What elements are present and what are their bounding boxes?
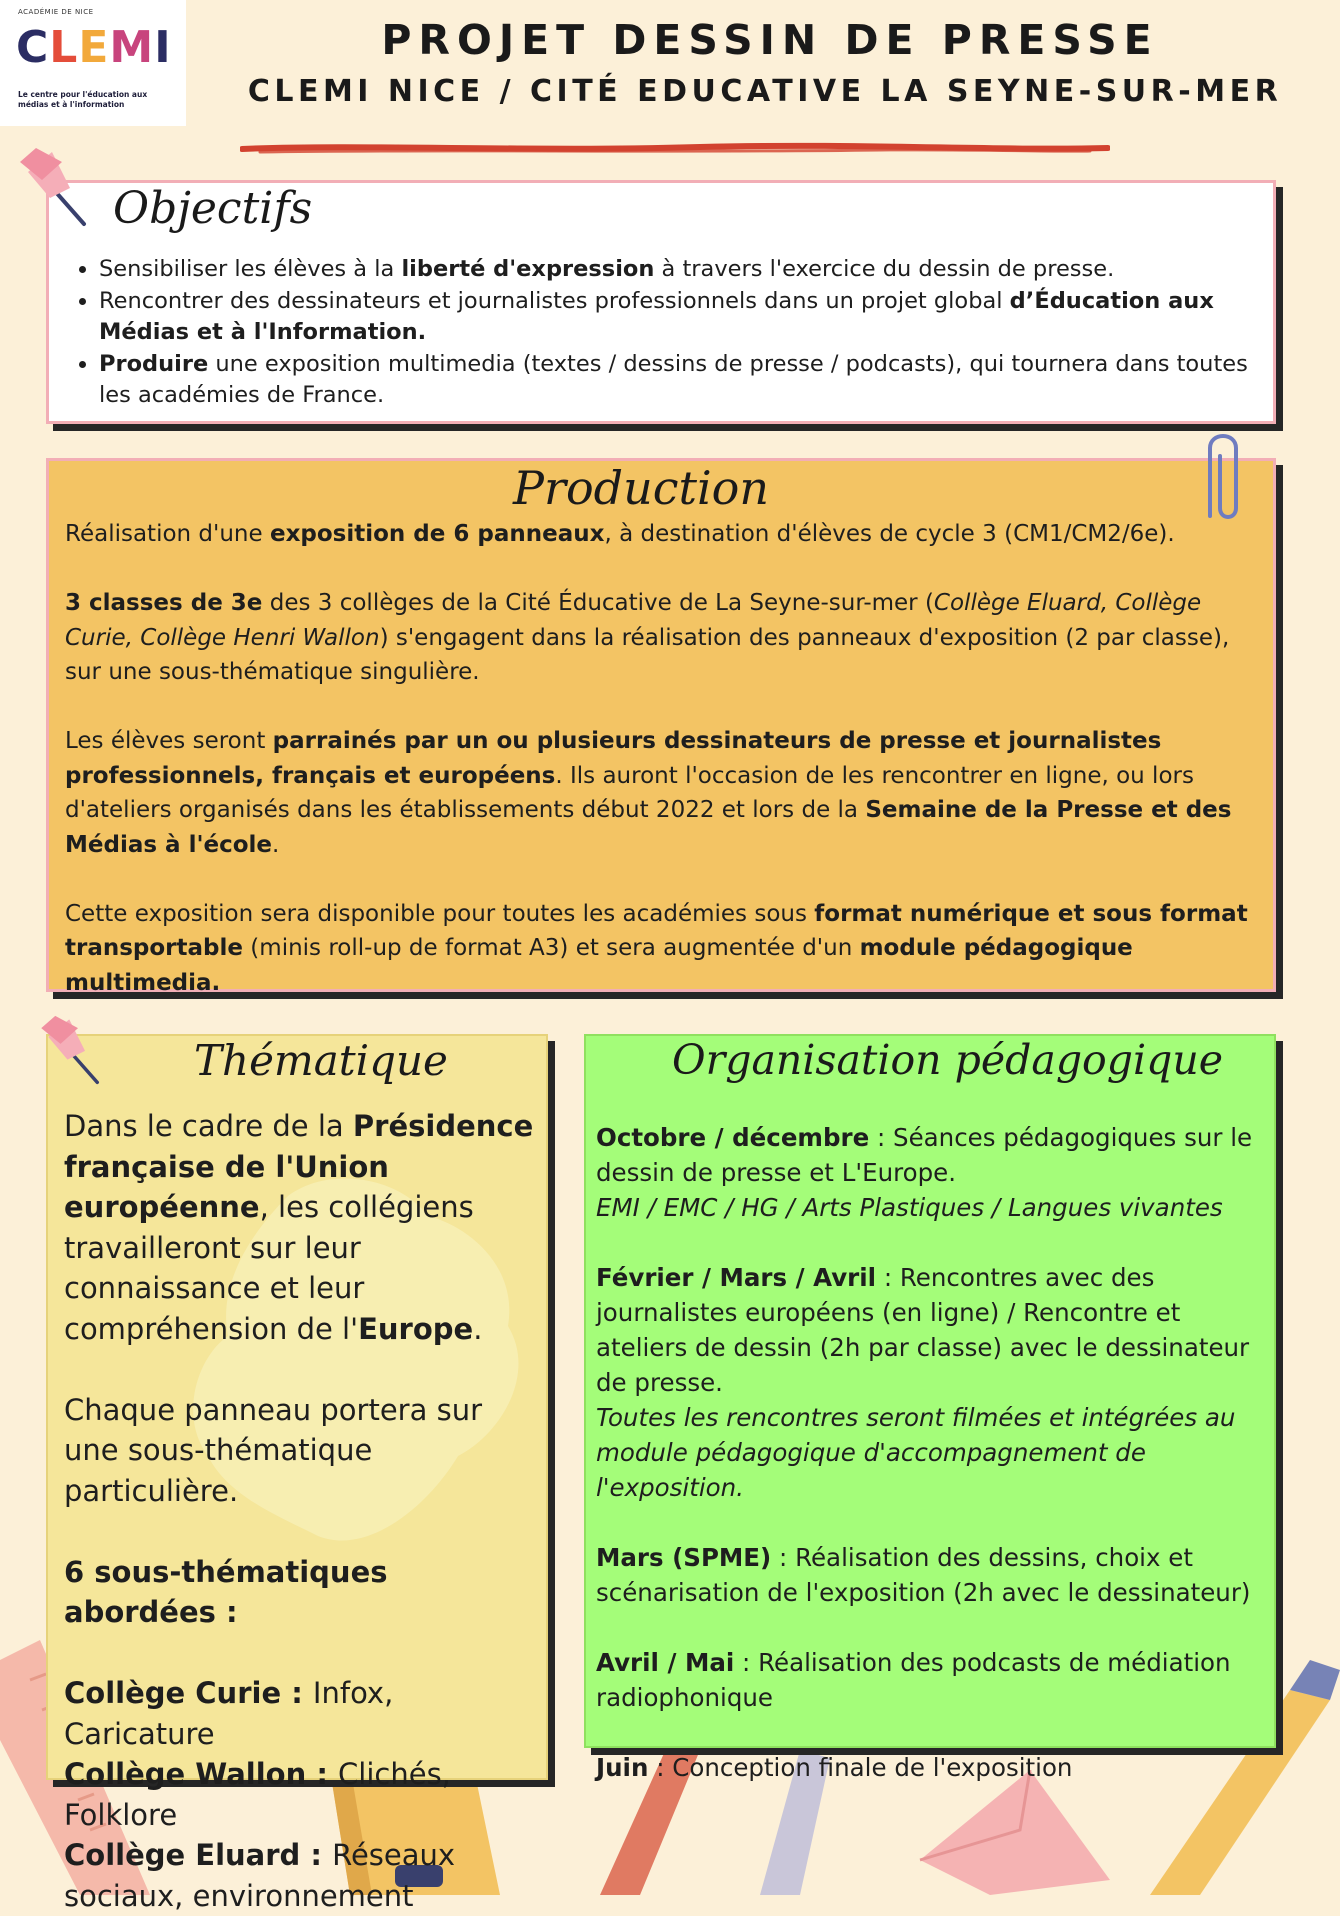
push-pin-icon bbox=[14, 142, 94, 232]
list-item bbox=[99, 286, 1249, 349]
paragraph bbox=[64, 1552, 544, 1633]
text-bold: Avril / Mai bbox=[596, 1648, 735, 1677]
production-text bbox=[65, 517, 1265, 1000]
text: Rencontrer des dessinateurs et journalistes professionnels dans un projet global bbox=[99, 287, 1010, 314]
text: (minis roll-up de format A3) et sera augmentée d'un bbox=[243, 935, 860, 961]
thematique-text bbox=[64, 1106, 544, 1916]
text: des 3 collèges de la Cité Éducative de La Seyne-sur-mer ( bbox=[262, 590, 934, 616]
logo-tagline: Le centre pour l'éducation aux médias et à l'information bbox=[18, 90, 148, 109]
text: , à destination d'élèves de cycle 3 (CM1/CM2/6e). bbox=[604, 521, 1175, 547]
logo-letter: C bbox=[16, 22, 50, 73]
paragraph bbox=[65, 517, 1265, 552]
text-bold: Collège Curie : bbox=[64, 1676, 313, 1710]
title-underline bbox=[240, 140, 1110, 158]
text: Sensibiliser les élèves à la bbox=[99, 256, 402, 282]
paragraph bbox=[596, 1260, 1272, 1400]
logo-letter: L bbox=[49, 22, 79, 73]
text: : Rencontres avec des journalistes européens (en ligne) / Rencontre et ateliers de dessin (2h par classe) avec le dessinateur de presse. bbox=[596, 1263, 1250, 1397]
text: Les élèves seront bbox=[65, 728, 273, 754]
paragraph bbox=[64, 1106, 544, 1349]
thematique-card bbox=[46, 1034, 548, 1913]
list-item bbox=[99, 349, 1249, 412]
list-item bbox=[64, 1754, 544, 1835]
text: Infox, Caricature bbox=[64, 1676, 394, 1751]
text-bold: Produire bbox=[99, 350, 209, 377]
text-bold: Semaine de la Presse et des Médias à l'école bbox=[65, 797, 1232, 858]
objectifs-list bbox=[49, 254, 1249, 412]
text-bold: Collège Eluard : bbox=[64, 1838, 333, 1872]
text: Clichés, Folklore bbox=[64, 1757, 451, 1832]
text-italic: EMI / EMC / HG / Arts Plastiques / Langues vivantes bbox=[596, 1193, 1223, 1222]
logo-letter: E bbox=[78, 22, 110, 73]
push-pin-icon bbox=[36, 1010, 106, 1090]
text-bold: exposition de 6 panneaux bbox=[269, 521, 605, 547]
organisation-heading: Organisation pédagogique bbox=[672, 1036, 1224, 1084]
envelope-icon bbox=[920, 1770, 1110, 1895]
text-bold: format numérique et sous format transportable bbox=[65, 900, 1248, 961]
objectifs-card bbox=[46, 180, 1276, 424]
text-bold: Collège Wallon : bbox=[64, 1757, 339, 1791]
text-bold: liberté d'expression bbox=[401, 256, 655, 282]
logo-letter: M bbox=[109, 22, 155, 73]
text: : Réalisation des podcasts de médiation radiophonique bbox=[596, 1648, 1231, 1712]
paragraph bbox=[65, 586, 1265, 690]
text: . bbox=[473, 1311, 483, 1346]
paragraph: Chaque panneau portera sur une sous-thématique particulière. bbox=[64, 1392, 483, 1508]
text-bold: module pédagogique multimedia. bbox=[65, 935, 1133, 996]
paragraph bbox=[596, 1120, 1272, 1190]
paragraph bbox=[596, 1645, 1272, 1715]
text-bold: Février / Mars / Avril bbox=[596, 1263, 877, 1292]
list-item bbox=[64, 1673, 544, 1754]
clemi-logo bbox=[0, 0, 186, 126]
paragraph bbox=[65, 724, 1265, 862]
paragraph bbox=[596, 1400, 1272, 1505]
objectifs-heading: Objectifs bbox=[113, 183, 313, 234]
organisation-text bbox=[596, 1120, 1272, 1785]
logo-academy-text: ACADÉMIE DE NICE bbox=[18, 8, 94, 16]
text: Réalisation d'une bbox=[65, 521, 270, 547]
page-subtitle: CLEMI NICE / CITÉ EDUCATIVE LA SEYNE-SUR-MER bbox=[247, 74, 1283, 109]
production-heading: Production bbox=[513, 461, 769, 515]
paper-clip-icon bbox=[1196, 424, 1250, 530]
text: . bbox=[272, 831, 280, 858]
list-item bbox=[64, 1835, 544, 1916]
text: : Conception finale de l'exposition bbox=[648, 1753, 1073, 1782]
text: . Ils auront l'occasion de les rencontrer en ligne, ou lors d'ateliers organisés dans les établissements début 2022 et lors de la bbox=[65, 762, 1194, 823]
text-bold: Mars (SPME) bbox=[596, 1543, 772, 1572]
paragraph bbox=[596, 1190, 1272, 1225]
text-bold: Europe bbox=[358, 1311, 474, 1346]
thematique-heading: Thématique bbox=[194, 1036, 448, 1085]
text-bold: d’Éducation aux Médias et à l'Information. bbox=[99, 287, 1214, 345]
paragraph bbox=[596, 1750, 1272, 1785]
text-italic: Collège Eluard, Collège Curie, Collège Henri Wallon bbox=[65, 590, 1202, 651]
paragraph bbox=[65, 897, 1265, 1001]
text-bold: parrainés par un ou plusieurs dessinateurs de presse et journalistes professionnels, français et européens bbox=[65, 728, 1162, 789]
page-title: PROJET DESSIN DE PRESSE bbox=[381, 16, 1159, 64]
text-italic: Toutes les rencontres seront filmées et intégrées au module pédagogique d'accompagnement de l'exposition. bbox=[596, 1403, 1236, 1502]
text-bold: Présidence française de l'Union européenne bbox=[64, 1109, 534, 1224]
text-bold: 3 classes de 3e bbox=[65, 590, 263, 616]
list-item bbox=[99, 254, 1249, 286]
paragraph bbox=[596, 1540, 1272, 1610]
text: , les collégiens travailleront sur leur connaissance et leur compréhension de l' bbox=[64, 1190, 474, 1346]
text: Cette exposition sera disponible pour toutes les académies sous bbox=[65, 900, 815, 927]
text: : Réalisation des dessins, choix et scénarisation de l'exposition (2h avec le dessinateur) bbox=[596, 1543, 1251, 1607]
text-bold: Octobre / décembre bbox=[596, 1123, 870, 1152]
text: Réseaux sociaux, environnement bbox=[64, 1838, 456, 1913]
text-bold: 6 sous-thématiques abordées : bbox=[64, 1554, 388, 1629]
text: ) s'engagent dans la réalisation des panneaux d'exposition (2 par classe), sur une sous-thématique singulière. bbox=[65, 624, 1230, 685]
production-card bbox=[46, 458, 1276, 996]
logo-letter: I bbox=[154, 22, 172, 73]
text: : Séances pédagogiques sur le dessin de presse et L'Europe. bbox=[596, 1123, 1253, 1187]
text: à travers l'exercice du dessin de presse. bbox=[654, 256, 1115, 282]
organisation-card bbox=[584, 1034, 1276, 1782]
text: Dans le cadre de la bbox=[64, 1109, 353, 1143]
text-bold: Juin bbox=[596, 1753, 649, 1782]
logo-wordmark bbox=[16, 22, 172, 73]
text: une exposition multimedia (textes / dessins de presse / podcasts), qui tournera dans toutes les académies de France. bbox=[99, 350, 1248, 408]
